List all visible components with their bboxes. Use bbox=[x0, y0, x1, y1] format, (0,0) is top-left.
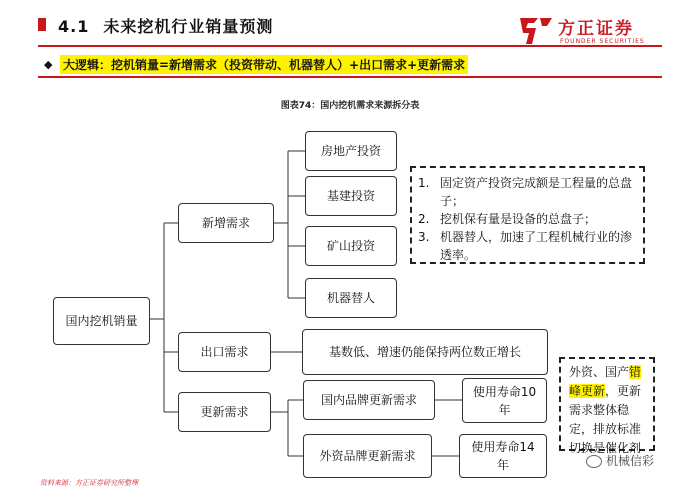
note-renewal bbox=[559, 357, 655, 455]
root-node: 国内挖机销量 bbox=[53, 297, 150, 345]
note-renewal-prefix: 外资、国产 bbox=[569, 365, 630, 379]
note-renewal-highlight: 错峰更新 bbox=[569, 365, 642, 398]
section-number: 4.1 bbox=[58, 17, 90, 36]
logic-statement: 大逻辑：挖机销量=新增需求（投资带动、机器替人）+出口需求+更新需求 bbox=[60, 55, 468, 74]
watermark bbox=[586, 452, 654, 469]
leaf-infrastructure-investment: 基建投资 bbox=[305, 176, 397, 216]
watermark-text: 机械信彩 bbox=[606, 454, 655, 468]
leaf-machine-substitution: 机器替人 bbox=[305, 278, 397, 318]
note-item-number: 3. bbox=[418, 230, 430, 244]
brand-logo-name: 方正证券 bbox=[558, 19, 634, 39]
leaf-foreign-service-life: 使用寿命14年 bbox=[459, 434, 547, 478]
note-item bbox=[418, 228, 633, 264]
note-item-text: 固定资产投资完成额是工程量的总盘子； bbox=[440, 176, 633, 208]
wechat-icon bbox=[586, 455, 602, 468]
source-note: 资料来源：方正证券研究所整理 bbox=[40, 479, 138, 487]
figure-caption: 图表74：国内挖机需求来源拆分表 bbox=[280, 101, 420, 111]
brand-logo-english: FOUNDER SECURITIES bbox=[560, 38, 645, 45]
note-item-text: 机器替人，加速了工程机械行业的渗透率。 bbox=[440, 230, 633, 262]
leaf-export-growth: 基数低、增速仍能保持两位数正增长 bbox=[302, 329, 548, 375]
leaf-real-estate-investment: 房地产投资 bbox=[305, 131, 397, 171]
diamond-bullet-icon: ◆ bbox=[44, 58, 53, 71]
branch-export-demand: 出口需求 bbox=[178, 332, 271, 372]
branch-new-demand: 新增需求 bbox=[178, 203, 274, 243]
leaf-foreign-brand-renewal: 外资品牌更新需求 bbox=[303, 434, 432, 478]
note-item-number: 1. bbox=[418, 176, 430, 190]
note-new-demand bbox=[410, 166, 645, 264]
branch-renewal-demand: 更新需求 bbox=[178, 392, 271, 432]
leaf-domestic-brand-renewal: 国内品牌更新需求 bbox=[303, 380, 435, 420]
leaf-domestic-service-life: 使用寿命10年 bbox=[462, 378, 547, 423]
note-item bbox=[418, 174, 633, 210]
leaf-mining-investment: 矿山投资 bbox=[305, 226, 397, 266]
note-renewal-suffix: ，更新需求整体稳定，排放标准切换是催化剂 bbox=[569, 384, 642, 455]
note-item-text: 挖机保有量是设备的总盘子； bbox=[440, 212, 597, 226]
note-item bbox=[418, 210, 633, 228]
note-item-number: 2. bbox=[418, 212, 430, 226]
section-title-text: 未来挖机行业销量预测 bbox=[103, 17, 274, 36]
